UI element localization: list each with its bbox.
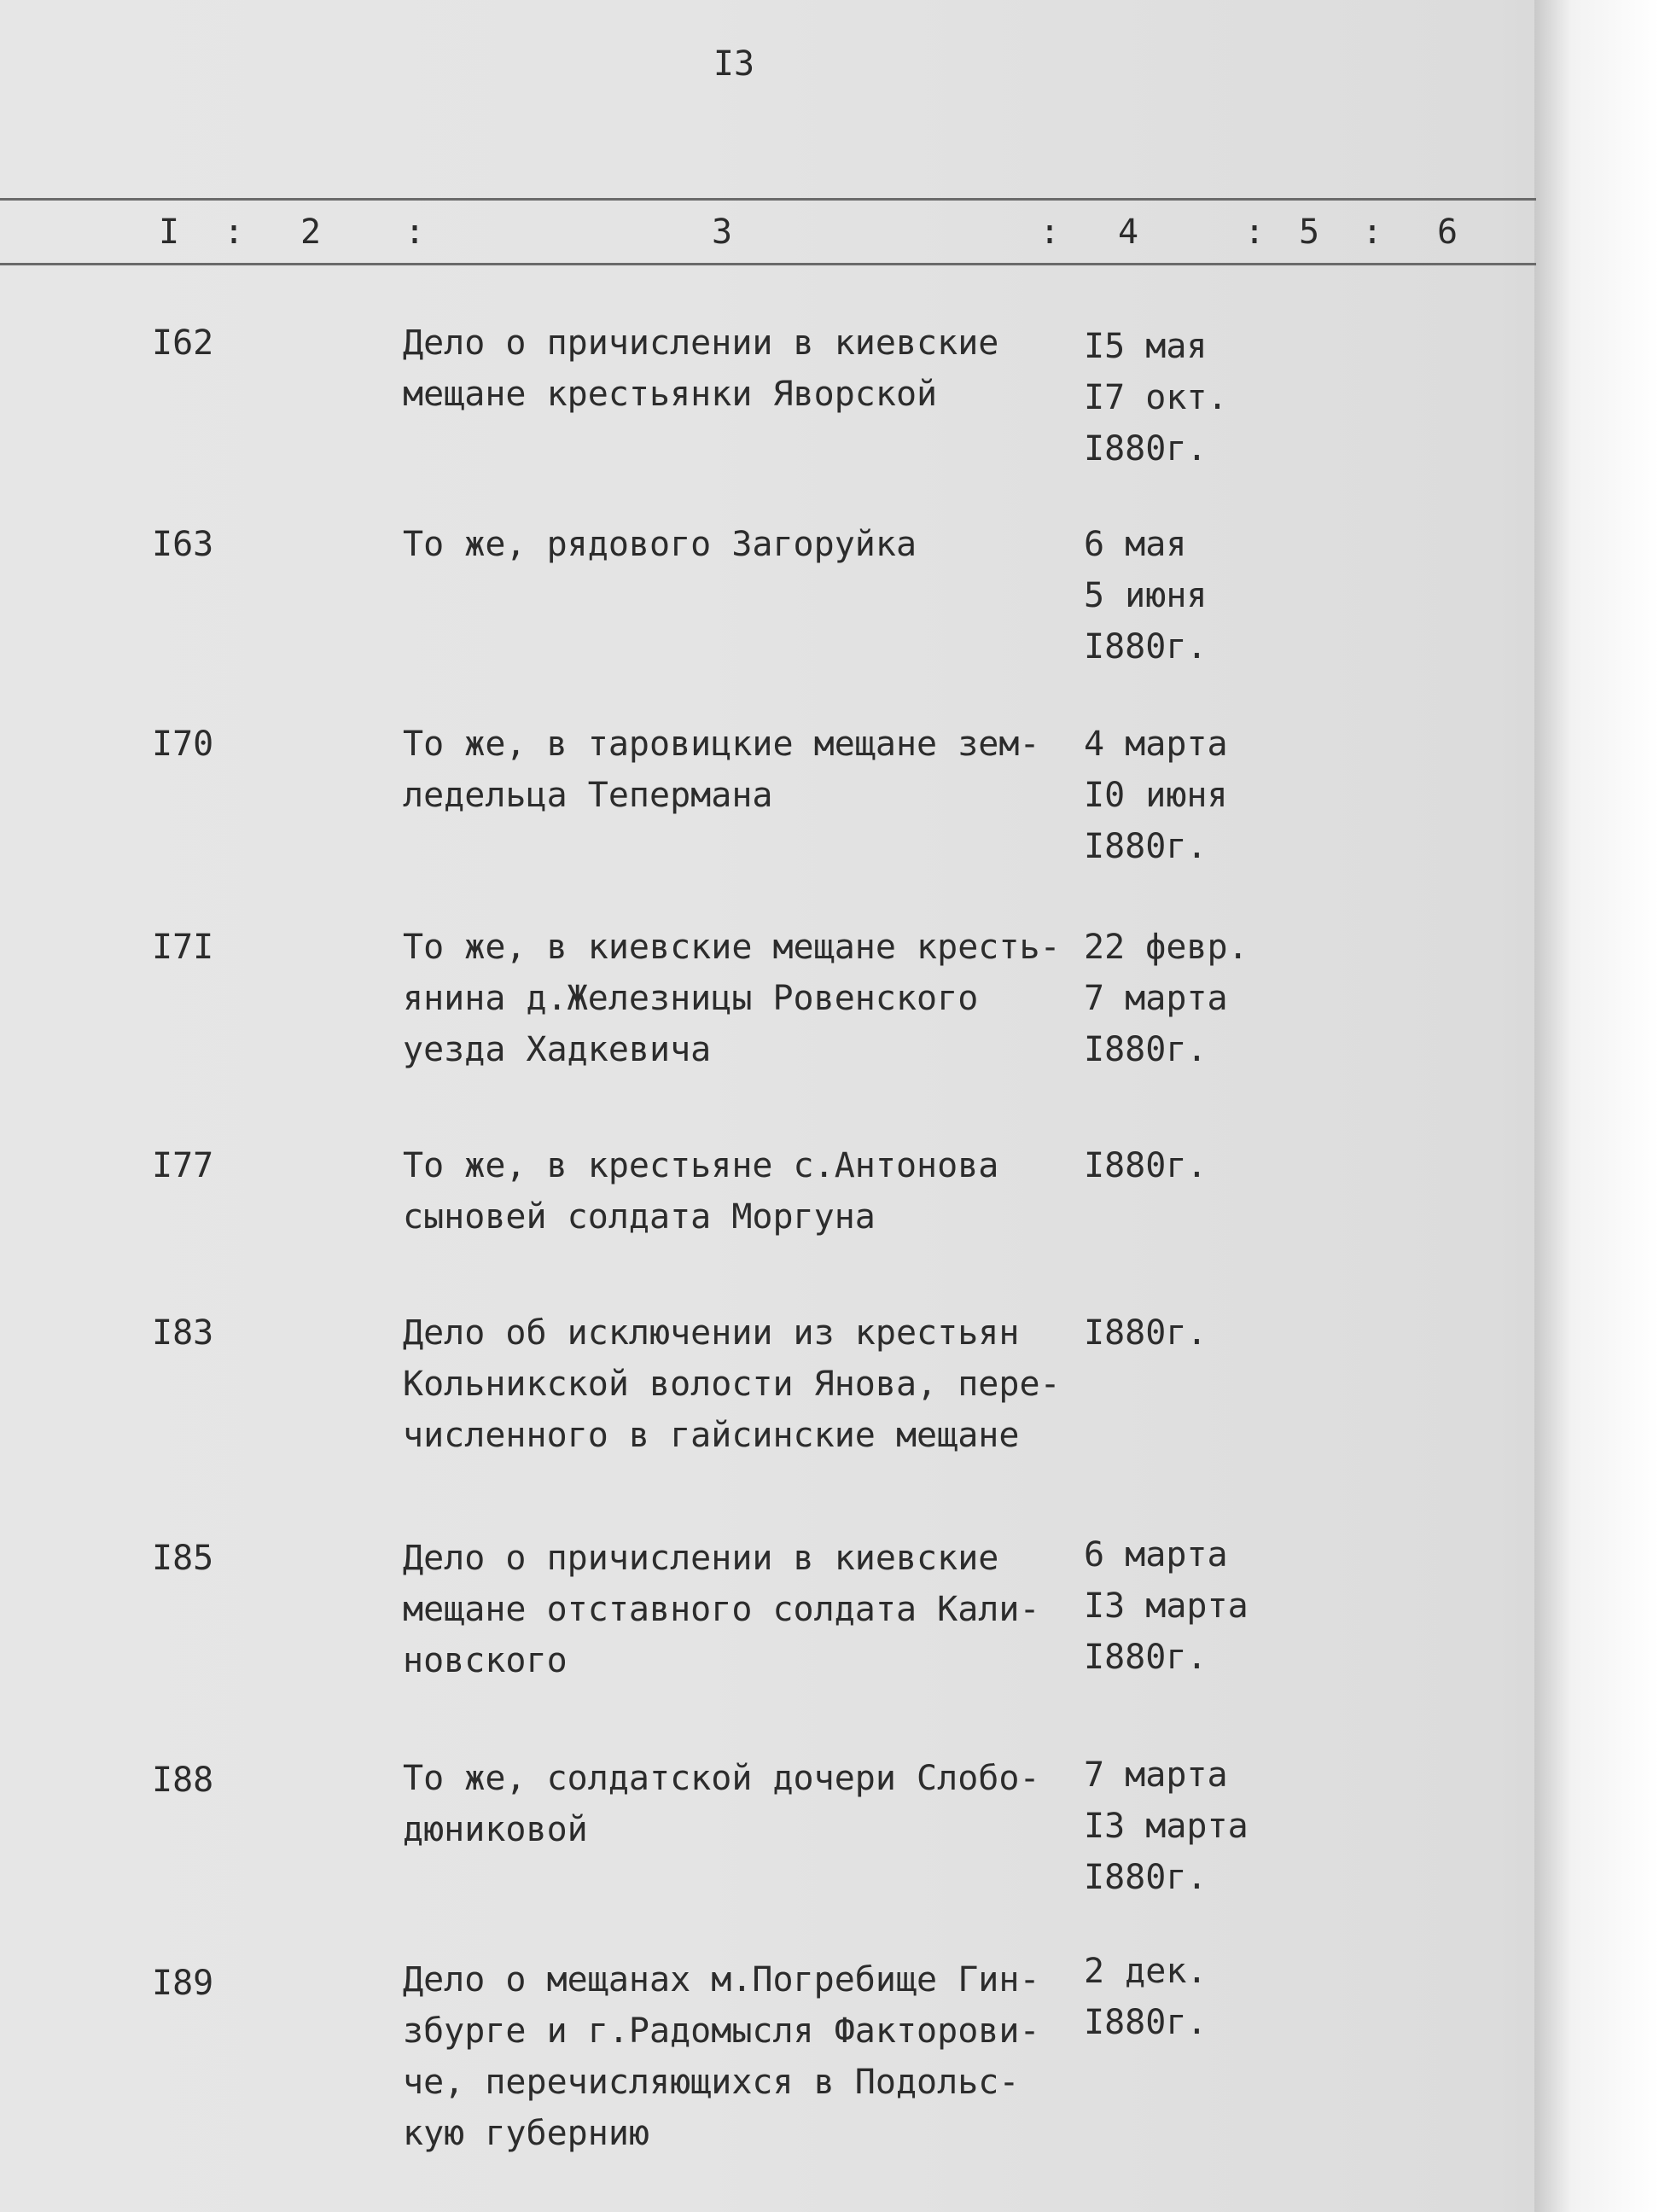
column-header-3: 3 xyxy=(712,212,733,252)
row-dates xyxy=(1084,1140,1289,1191)
row-dates xyxy=(1084,1749,1289,1903)
row-dates xyxy=(1084,519,1289,672)
row-number: I7I xyxy=(152,928,214,967)
row-date-line: I880г. xyxy=(1084,1858,1208,1897)
row-title-line: че, перечисляющихся в Подольс- xyxy=(403,2063,1020,2102)
row-date-line: I880г. xyxy=(1084,1313,1208,1353)
row-date-line: I3 марта xyxy=(1084,1807,1249,1846)
row-number: I88 xyxy=(152,1761,214,1800)
row-date-line: I880г. xyxy=(1084,1146,1208,1185)
column-header-separator: : xyxy=(405,212,426,252)
column-header-6: 6 xyxy=(1437,212,1458,252)
row-title-line: уезда Хадкевича xyxy=(403,1030,712,1069)
page-number: I3 xyxy=(713,44,755,84)
row-dates xyxy=(1084,1529,1289,1683)
row-number: I63 xyxy=(152,525,214,564)
row-title-line: То же, в крестьяне с.Антонова xyxy=(403,1146,999,1185)
row-title-line: кую губернию xyxy=(403,2114,649,2153)
row-number: I77 xyxy=(152,1146,214,1185)
row-title-line: численного в гайсинские мещане xyxy=(403,1416,1020,1455)
row-date-line: I880г. xyxy=(1084,627,1208,667)
row-number: I85 xyxy=(152,1539,214,1578)
row-date-line: I0 июня xyxy=(1084,776,1228,815)
row-number: I70 xyxy=(152,725,214,764)
row-number: I89 xyxy=(152,1964,214,2003)
row-title-line: Дело о причислении в киевские xyxy=(403,1539,999,1578)
row-date-line: I7 окт. xyxy=(1084,378,1228,417)
row-dates xyxy=(1084,922,1289,1075)
row-date-line: I880г. xyxy=(1084,1030,1208,1069)
row-dates xyxy=(1084,1946,1289,2048)
row-title xyxy=(403,1307,1086,1461)
sheet-edge xyxy=(1534,0,1659,2212)
row-title-line: То же, в киевские мещане кресть- xyxy=(403,928,1061,967)
row-date-line: I880г. xyxy=(1084,2003,1208,2042)
row-date-line: 5 июня xyxy=(1084,576,1208,615)
row-title-line: То же, в таровицкие мещане зем- xyxy=(403,725,1040,764)
row-date-line: 7 марта xyxy=(1084,979,1228,1018)
row-title-line: Дело об исключении из крестьян xyxy=(403,1313,1020,1353)
row-title xyxy=(403,1753,1086,1855)
row-title-line: збурге и г.Радомысля Факторови- xyxy=(403,2011,1040,2051)
row-title-line: мещане отставного солдата Кали- xyxy=(403,1590,1040,1629)
row-date-line: I880г. xyxy=(1084,429,1208,469)
row-title xyxy=(403,1533,1086,1686)
row-date-line: 7 марта xyxy=(1084,1755,1228,1795)
row-title xyxy=(403,1954,1086,2159)
row-date-line: 6 мая xyxy=(1084,525,1187,564)
column-header-separator: : xyxy=(1244,212,1266,252)
row-title-line: новского xyxy=(403,1641,568,1680)
row-title xyxy=(403,922,1086,1075)
row-date-line: I880г. xyxy=(1084,827,1208,866)
row-date-line: 22 февр. xyxy=(1084,928,1249,967)
column-header-2: 2 xyxy=(300,212,322,252)
column-header-separator: : xyxy=(1362,212,1383,252)
header-top-rule xyxy=(0,198,1536,201)
row-title xyxy=(403,317,1086,420)
row-title-line: То же, солдатской дочери Слобо- xyxy=(403,1759,1040,1798)
row-date-line: I3 марта xyxy=(1084,1586,1249,1626)
row-title-line: Кольникской волости Янова, пере- xyxy=(403,1365,1061,1404)
row-dates xyxy=(1084,321,1289,474)
row-date-line: 4 марта xyxy=(1084,725,1228,764)
row-title-line: сыновей солдата Моргуна xyxy=(403,1197,876,1237)
row-title-line: Дело о мещанах м.Погребище Гин- xyxy=(403,1960,1040,2000)
row-number: I83 xyxy=(152,1313,214,1353)
row-date-line: 6 марта xyxy=(1084,1535,1228,1575)
column-header-1: I xyxy=(159,212,180,252)
row-date-line: I5 мая xyxy=(1084,327,1208,366)
row-title xyxy=(403,519,1086,570)
row-title-line: Дело о причислении в киевские xyxy=(403,323,999,363)
row-title-line: дюниковой xyxy=(403,1810,588,1849)
row-number: I62 xyxy=(152,323,214,363)
column-header-separator: : xyxy=(1039,212,1061,252)
column-header-4: 4 xyxy=(1118,212,1139,252)
row-date-line: 2 дек. xyxy=(1084,1952,1208,1991)
row-title-line: То же, рядового Загоруйка xyxy=(403,525,917,564)
row-dates xyxy=(1084,1307,1289,1359)
column-header-5: 5 xyxy=(1299,212,1320,252)
row-title xyxy=(403,719,1086,821)
row-dates xyxy=(1084,719,1289,872)
row-title-line: янина д.Железницы Ровенского xyxy=(403,979,979,1018)
row-date-line: I880г. xyxy=(1084,1638,1208,1677)
header-bottom-rule xyxy=(0,263,1536,265)
column-header-separator: : xyxy=(224,212,245,252)
row-title-line: мещане крестьянки Яворской xyxy=(403,375,938,414)
row-title xyxy=(403,1140,1086,1243)
row-title-line: ледельца Тепермана xyxy=(403,776,773,815)
